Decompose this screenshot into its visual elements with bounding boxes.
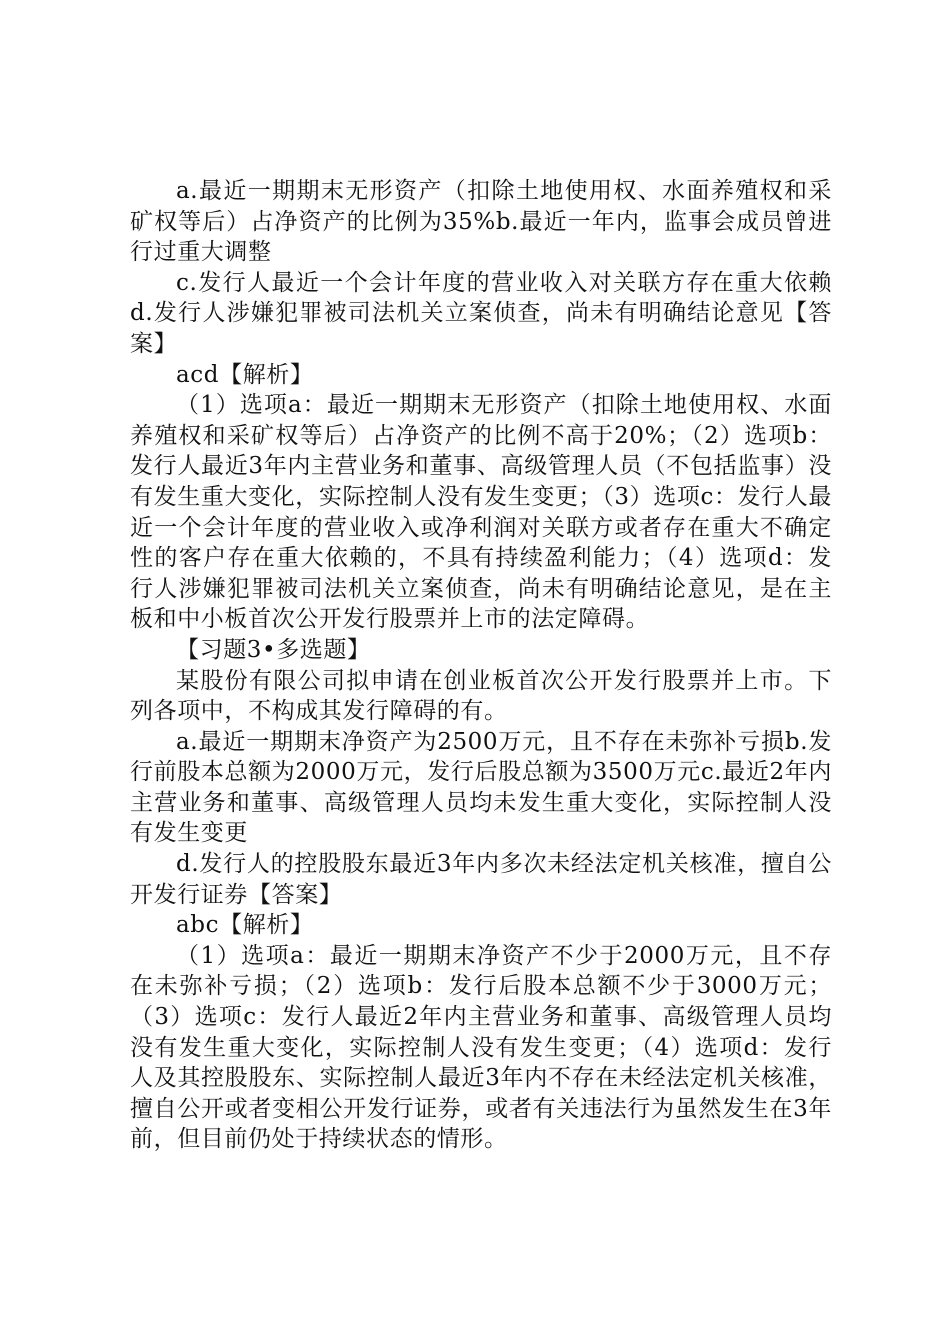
analysis-paragraph: （1）选项a：最近一期期末无形资产（扣除土地使用权、水面养殖权和采矿权等后）占净资产的比例不高于20%；（2）选项b：发行人最近3年内主营业务和董事、高级管理人员（不包括监事）没有发生重大变化，实际控制人没有发生变更；（3）选项c：发行人最近一个会计年度的营业收入或净利润对关联方或者存在重大不确定性的客户存在重大依赖的，不具有持续盈利能力；（4）选项d：发行人涉嫌犯罪被司法机关立案侦查，尚未有明确结论意见，是在主板和中小板首次公开发行股票并上市的法定障碍。 [130,392,832,633]
option-a-b-paragraph: a.最近一期期末无形资产（扣除土地使用权、水面养殖权和采矿权等后）占净资产的比例为35%b.最近一年内，监事会成员曾进行过重大调整 [130,178,832,266]
question-stem: 某股份有限公司拟申请在创业板首次公开发行股票并上市。下列各项中，不构成其发行障碍的有。 [130,667,832,725]
option-d-paragraph: d.发行人的控股股东最近3年内多次未经法定机关核准，擅自公开发行证券【答案】 [130,851,832,908]
analysis-paragraph-2: （1）选项a：最近一期期末净资产不少于2000万元，且不存在未弥补亏损；（2）选项b：发行后股本总额不少于3000万元；（3）选项c：发行人最近2年内主营业务和董事、高级管理人员均没有发生重大变化，实际控制人没有发生变更；（4）选项d：发行人及其控股股东、实际控制人最近3年内不存在未经法定机关核准，擅自公开或者变相公开发行证券，或者有关违法行为虽然发生在3年前，但目前仍处于持续状态的情形。 [130,942,832,1153]
answer-analysis-heading-2: abc【解析】 [176,912,314,939]
document-page [130,176,832,1155]
exercise-title: 【习题3•多选题】 [176,636,371,663]
options-a-b-c-paragraph: a.最近一期期末净资产为2500万元，且不存在未弥补亏损b.发行前股本总额为2000万元，发行后股总额为3500万元c.最近2年内主营业务和董事、高级管理人员均未发生重大变化，实际控制人没有发生变更 [130,728,832,847]
answer-analysis-heading: acd【解析】 [176,361,314,388]
option-c-d-paragraph: c.发行人最近一个会计年度的营业收入对关联方存在重大依赖d.发行人涉嫌犯罪被司法机关立案侦查，尚未有明确结论意见【答案】 [130,269,832,357]
